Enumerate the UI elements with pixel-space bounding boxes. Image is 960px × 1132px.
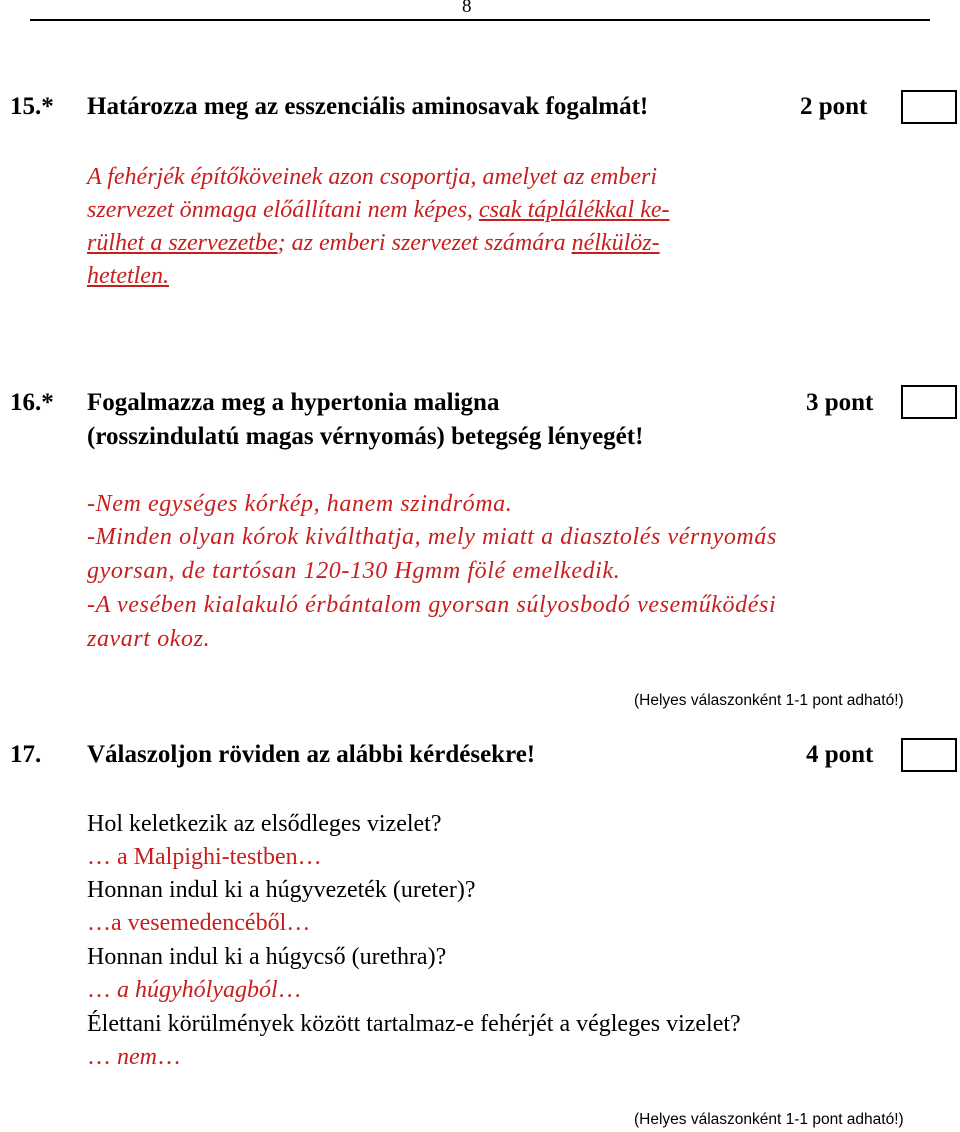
q17-answer-text: nem xyxy=(117,1044,157,1070)
q15-answer-line-3-text: ; az emberi szervezet számára xyxy=(277,230,566,256)
q16-question-line-2: (rosszindulatú magas vérnyomás) betegség lényegét! xyxy=(87,423,644,450)
q15-answer-underlined-1: csak táplálékkal ke- xyxy=(478,197,670,223)
q16-question-line-1: Fogalmazza meg a hypertonia maligna xyxy=(87,389,500,416)
q17-points: 4 pont xyxy=(806,741,874,768)
q17-question: Válaszoljon röviden az alábbi kérdésekre! xyxy=(87,741,536,768)
q17-answer-text: a húgyhólyagból xyxy=(117,977,278,1003)
q15-number: 15.* xyxy=(10,93,54,120)
header-rule xyxy=(30,19,930,21)
q16-answer-line: gyorsan, de tartósan 120-130 Hgmm fölé emelkedik. xyxy=(87,558,621,584)
q17-answer xyxy=(87,910,310,937)
q17-subquestion: Hol keletkezik az elsődleges vizelet? xyxy=(87,811,442,837)
q15-answer-underlined-2: rülhet a szervezetbe xyxy=(87,230,278,256)
q15-answer-line-3 xyxy=(87,230,660,257)
q17-answer-text: a Malpighi-testben xyxy=(117,844,298,870)
q15-question: Határozza meg az esszenciális aminosavak fogalmát! xyxy=(87,93,649,120)
ellipsis: … xyxy=(286,910,311,936)
q15-answer-line-2-text: szervezet önmaga előállítani nem képes, xyxy=(87,197,473,223)
q16-answer-line: -Minden olyan kórok kiválthatja, mely miatt a diasztolés vérnyomás xyxy=(87,524,777,550)
q15-score-box[interactable] xyxy=(901,90,957,124)
ellipsis: … xyxy=(87,977,117,1003)
q15-answer-underlined-4: hetetlen. xyxy=(87,263,169,289)
ellipsis: … xyxy=(87,910,111,936)
q16-answer-line: -Nem egységes kórkép, hanem szindróma. xyxy=(87,491,513,517)
page-number: 8 xyxy=(462,0,472,17)
q16-answer-line: zavart okoz. xyxy=(87,626,211,652)
q16-answer-line: -A vesében kialakuló érbántalom gyorsan súlyosbodó veseműködési xyxy=(87,592,777,618)
q17-scoring-note: (Helyes válaszonként 1-1 pont adható!) xyxy=(634,1111,904,1128)
ellipsis: … xyxy=(297,844,322,870)
q17-subquestion: Honnan indul ki a húgyvezeték (ureter)? xyxy=(87,877,476,903)
ellipsis: … xyxy=(87,844,117,870)
ellipsis: … xyxy=(277,977,302,1003)
q16-scoring-note: (Helyes válaszonként 1-1 pont adható!) xyxy=(634,692,904,709)
q16-points: 3 pont xyxy=(806,389,874,416)
q16-score-box[interactable] xyxy=(901,385,957,419)
q17-answer xyxy=(87,1044,181,1071)
q17-subquestion: Élettani körülmények között tartalmaz-e fehérjét a végleges vizelet? xyxy=(87,1011,741,1037)
q17-answer-text: a vesemedencéből xyxy=(111,910,287,936)
q15-answer-line-1: A fehérjék építőköveinek azon csoportja, amelyet az emberi xyxy=(87,164,658,190)
q17-number: 17. xyxy=(10,741,42,768)
q17-subquestion: Honnan indul ki a húgycső (urethra)? xyxy=(87,944,447,970)
q15-answer-line-4 xyxy=(87,263,169,290)
q16-number: 16.* xyxy=(10,389,54,416)
ellipsis: … xyxy=(156,1044,181,1070)
ellipsis: … xyxy=(87,1044,117,1070)
q15-answer-line-2 xyxy=(87,197,670,224)
q15-points: 2 pont xyxy=(800,93,868,120)
q15-answer-underlined-3: nélkülöz- xyxy=(571,230,660,256)
q17-answer xyxy=(87,977,302,1004)
q17-answer xyxy=(87,844,322,871)
q17-score-box[interactable] xyxy=(901,738,957,772)
